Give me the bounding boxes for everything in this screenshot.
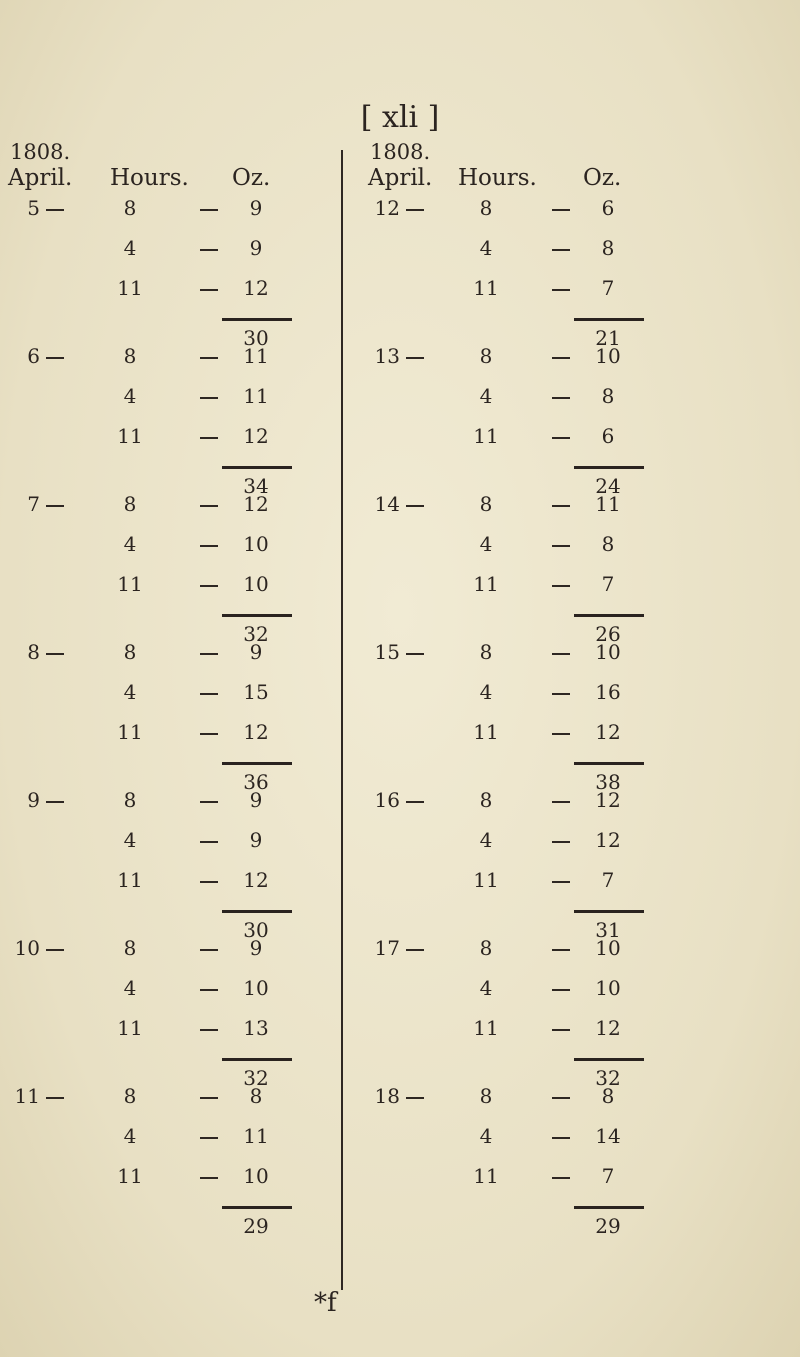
day-total: 30 xyxy=(243,326,269,350)
dash-line xyxy=(200,949,218,951)
hour-value: 8 xyxy=(479,936,493,960)
oz-value: 12 xyxy=(243,720,269,744)
dash-line xyxy=(552,881,570,883)
day-number: 17 xyxy=(374,936,400,960)
total-rule xyxy=(574,466,644,469)
dash-line xyxy=(200,1137,218,1139)
dash-line xyxy=(552,1029,570,1031)
day-number: 15 xyxy=(374,640,400,664)
dash-line xyxy=(200,989,218,991)
hour-value: 11 xyxy=(117,1016,143,1040)
dash-line xyxy=(200,357,218,359)
hour-value: 11 xyxy=(117,1164,143,1188)
month-header: April. xyxy=(8,165,73,191)
dash-line xyxy=(200,841,218,843)
hours-header: Hours. xyxy=(458,165,537,191)
oz-value: 9 xyxy=(249,640,263,664)
hour-value: 8 xyxy=(123,788,137,812)
total-rule xyxy=(222,1206,292,1209)
hour-value: 11 xyxy=(473,424,499,448)
total-rule xyxy=(222,466,292,469)
oz-value: 12 xyxy=(595,788,621,812)
oz-value: 11 xyxy=(595,492,621,516)
day-number: 16 xyxy=(374,788,400,812)
day-number: 6 xyxy=(27,344,40,368)
signature-mark: *f xyxy=(314,1288,337,1318)
total-rule xyxy=(574,1206,644,1209)
hour-value: 4 xyxy=(479,976,493,1000)
oz-value: 10 xyxy=(243,1164,269,1188)
oz-value: 12 xyxy=(243,276,269,300)
oz-value: 12 xyxy=(595,720,621,744)
hour-value: 4 xyxy=(479,680,493,704)
dash-line xyxy=(200,1177,218,1179)
oz-value: 11 xyxy=(243,344,269,368)
total-rule xyxy=(574,910,644,913)
hour-value: 4 xyxy=(479,384,493,408)
day-total: 26 xyxy=(595,622,621,646)
oz-value: 6 xyxy=(601,196,615,220)
oz-value: 6 xyxy=(601,424,615,448)
hour-value: 8 xyxy=(123,196,137,220)
month-header: April. xyxy=(368,165,433,191)
oz-value: 12 xyxy=(595,828,621,852)
hour-value: 8 xyxy=(479,492,493,516)
year-label: 1808. xyxy=(370,140,431,164)
hour-value: 8 xyxy=(123,1084,137,1108)
hour-value: 4 xyxy=(123,680,137,704)
oz-value: 10 xyxy=(595,640,621,664)
total-rule xyxy=(574,318,644,321)
total-rule xyxy=(222,614,292,617)
hours-header: Hours. xyxy=(110,165,189,191)
dash-line xyxy=(406,209,424,211)
day-number: 7 xyxy=(27,492,40,516)
column-divider xyxy=(341,150,343,1290)
dash-line xyxy=(200,881,218,883)
oz-header: Oz. xyxy=(583,165,622,191)
dash-line xyxy=(406,1097,424,1099)
day-number: 10 xyxy=(14,936,40,960)
dash-line xyxy=(46,653,64,655)
dash-line xyxy=(552,209,570,211)
hour-value: 4 xyxy=(123,384,137,408)
dash-line xyxy=(406,653,424,655)
day-number: 14 xyxy=(374,492,400,516)
hour-value: 8 xyxy=(123,492,137,516)
hour-value: 4 xyxy=(123,1124,137,1148)
dash-line xyxy=(46,1097,64,1099)
oz-value: 10 xyxy=(595,936,621,960)
day-number: 9 xyxy=(27,788,40,812)
dash-line xyxy=(552,397,570,399)
oz-value: 10 xyxy=(595,344,621,368)
day-total: 21 xyxy=(595,326,621,350)
dash-line xyxy=(200,801,218,803)
oz-value: 8 xyxy=(601,532,615,556)
hour-value: 11 xyxy=(117,276,143,300)
hour-value: 8 xyxy=(479,640,493,664)
day-number: 18 xyxy=(374,1084,400,1108)
hour-value: 11 xyxy=(473,276,499,300)
oz-value: 9 xyxy=(249,828,263,852)
dash-line xyxy=(200,693,218,695)
day-number: 12 xyxy=(374,196,400,220)
dash-line xyxy=(200,249,218,251)
hour-value: 11 xyxy=(117,424,143,448)
oz-header: Oz. xyxy=(232,165,271,191)
day-total: 36 xyxy=(243,770,269,794)
oz-value: 8 xyxy=(601,384,615,408)
oz-value: 12 xyxy=(243,424,269,448)
hour-value: 11 xyxy=(473,1164,499,1188)
oz-value: 7 xyxy=(601,868,615,892)
day-total: 32 xyxy=(243,622,269,646)
dash-line xyxy=(200,1097,218,1099)
total-rule xyxy=(574,614,644,617)
day-total: 24 xyxy=(595,474,621,498)
dash-line xyxy=(552,289,570,291)
oz-value: 14 xyxy=(595,1124,621,1148)
oz-value: 8 xyxy=(601,236,615,260)
dash-line xyxy=(552,1177,570,1179)
dash-line xyxy=(552,585,570,587)
dash-line xyxy=(552,693,570,695)
total-rule xyxy=(222,910,292,913)
day-total: 32 xyxy=(243,1066,269,1090)
total-rule xyxy=(222,1058,292,1061)
oz-value: 7 xyxy=(601,1164,615,1188)
hour-value: 11 xyxy=(473,720,499,744)
dash-line xyxy=(552,841,570,843)
hour-value: 4 xyxy=(479,236,493,260)
dash-line xyxy=(46,801,64,803)
dash-line xyxy=(200,1029,218,1031)
day-total: 32 xyxy=(595,1066,621,1090)
oz-value: 15 xyxy=(243,680,269,704)
hour-value: 11 xyxy=(473,1016,499,1040)
dash-line xyxy=(552,733,570,735)
dash-line xyxy=(200,289,218,291)
day-number: 13 xyxy=(374,344,400,368)
dash-line xyxy=(200,505,218,507)
dash-line xyxy=(200,653,218,655)
dash-line xyxy=(406,357,424,359)
oz-value: 11 xyxy=(243,1124,269,1148)
oz-value: 9 xyxy=(249,788,263,812)
hour-value: 4 xyxy=(479,532,493,556)
dash-line xyxy=(200,733,218,735)
dash-line xyxy=(552,545,570,547)
dash-line xyxy=(46,357,64,359)
oz-value: 10 xyxy=(595,976,621,1000)
oz-value: 9 xyxy=(249,236,263,260)
oz-value: 9 xyxy=(249,936,263,960)
total-rule xyxy=(574,762,644,765)
hour-value: 4 xyxy=(123,828,137,852)
hour-value: 8 xyxy=(479,1084,493,1108)
year-label: 1808. xyxy=(10,140,71,164)
oz-value: 7 xyxy=(601,572,615,596)
hour-value: 11 xyxy=(117,868,143,892)
oz-value: 8 xyxy=(601,1084,615,1108)
dash-line xyxy=(552,249,570,251)
dash-line xyxy=(200,585,218,587)
oz-value: 11 xyxy=(243,384,269,408)
dash-line xyxy=(552,437,570,439)
dash-line xyxy=(552,653,570,655)
dash-line xyxy=(552,1097,570,1099)
dash-line xyxy=(406,505,424,507)
page-heading: [ xli ] xyxy=(360,100,440,135)
oz-value: 12 xyxy=(243,492,269,516)
dash-line xyxy=(406,949,424,951)
oz-value: 12 xyxy=(595,1016,621,1040)
oz-value: 9 xyxy=(249,196,263,220)
hour-value: 8 xyxy=(123,344,137,368)
total-rule xyxy=(574,1058,644,1061)
oz-value: 7 xyxy=(601,276,615,300)
hour-value: 4 xyxy=(479,1124,493,1148)
total-rule xyxy=(222,318,292,321)
dash-line xyxy=(552,1137,570,1139)
day-number: 5 xyxy=(27,196,40,220)
dash-line xyxy=(200,397,218,399)
oz-value: 10 xyxy=(243,532,269,556)
hour-value: 4 xyxy=(123,976,137,1000)
oz-value: 12 xyxy=(243,868,269,892)
dash-line xyxy=(46,209,64,211)
day-number: 11 xyxy=(14,1084,40,1108)
dash-line xyxy=(46,505,64,507)
oz-value: 10 xyxy=(243,976,269,1000)
hour-value: 8 xyxy=(123,640,137,664)
dash-line xyxy=(406,801,424,803)
dash-line xyxy=(200,545,218,547)
hour-value: 11 xyxy=(117,572,143,596)
oz-value: 16 xyxy=(595,680,621,704)
dash-line xyxy=(46,949,64,951)
day-total: 29 xyxy=(595,1214,621,1238)
dash-line xyxy=(552,989,570,991)
hour-value: 8 xyxy=(479,196,493,220)
hour-value: 8 xyxy=(123,936,137,960)
dash-line xyxy=(552,801,570,803)
day-total: 29 xyxy=(243,1214,269,1238)
dash-line xyxy=(552,505,570,507)
hour-value: 4 xyxy=(123,532,137,556)
dash-line xyxy=(200,209,218,211)
hour-value: 11 xyxy=(473,868,499,892)
day-total: 38 xyxy=(595,770,621,794)
oz-value: 13 xyxy=(243,1016,269,1040)
day-total: 31 xyxy=(595,918,621,942)
day-number: 8 xyxy=(27,640,40,664)
hour-value: 8 xyxy=(479,788,493,812)
hour-value: 4 xyxy=(123,236,137,260)
total-rule xyxy=(222,762,292,765)
hour-value: 4 xyxy=(479,828,493,852)
oz-value: 10 xyxy=(243,572,269,596)
dash-line xyxy=(200,437,218,439)
dash-line xyxy=(552,949,570,951)
hour-value: 11 xyxy=(117,720,143,744)
day-total: 34 xyxy=(243,474,269,498)
oz-value: 8 xyxy=(249,1084,263,1108)
day-total: 30 xyxy=(243,918,269,942)
hour-value: 11 xyxy=(473,572,499,596)
dash-line xyxy=(552,357,570,359)
hour-value: 8 xyxy=(479,344,493,368)
